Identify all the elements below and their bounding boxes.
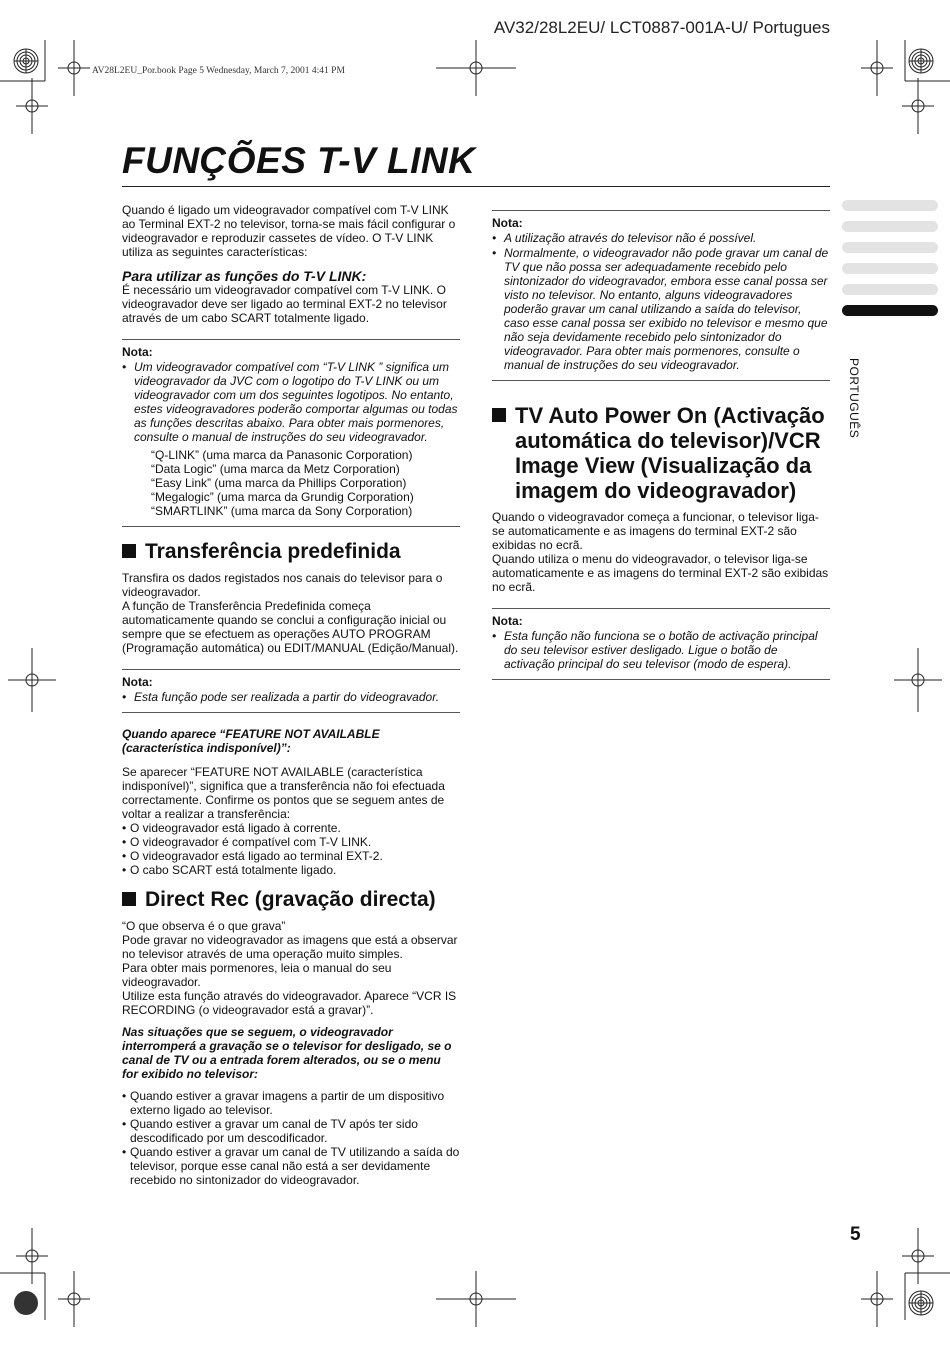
check-item: • O videogravador está ligado ao terminal EXT-2. xyxy=(122,849,383,863)
title-divider xyxy=(122,186,830,187)
section-title: Direct Rec (gravação directa) xyxy=(145,888,436,911)
check-item: • O videogravador é compatível com T-V LINK. xyxy=(122,835,372,849)
note-item: • Normalmente, o videogravador não pode gravar um canal de TV que não possa ser adequadamente recebido pelo sintonizador do videogravador, embora esse canal possa ser visto no televisor. No entanto, alguns videogravadores poderão gravar um canal utilizando a saída do televisor, caso esse canal possa ser exibido no televisor e mesmo que não seja devidamente recebido pelo sintonizador do videogravador. Para obter mais pormenores, consulte o manual de instruções do seu videogravador. xyxy=(492,246,829,372)
square-bullet-icon xyxy=(492,408,506,422)
section-heading xyxy=(122,887,460,912)
interrupt-item: • Quando estiver a gravar imagens a partir de um dispositivo externo ligado ao televisor. xyxy=(122,1089,445,1117)
brand-item: “SMARTLINK” (uma marca da Sony Corporation) xyxy=(151,504,413,518)
right-column xyxy=(492,210,830,680)
section-title: Transferência predefinida xyxy=(145,540,401,563)
intro-paragraph: Quando é ligado um videogravador compatível com T-V LINK ao Terminal EXT-2 no televisor, torna-se mais fácil configurar o videogravador e reproduzir cassetes de vídeo. O T-V LINK utiliza as seguintes características: xyxy=(122,203,456,259)
brand-item: “Easy Link” (uma marca da Phillips Corporation) xyxy=(151,476,407,490)
radial-target-icon xyxy=(909,1291,933,1315)
note-label: Nota: xyxy=(122,345,153,359)
note-box xyxy=(122,339,460,527)
paragraph: Quando o videogravador começa a funcionar, o televisor liga-se automaticamente e as imagens do terminal EXT-2 são exibidas no ecrã. xyxy=(492,510,819,552)
section-heading xyxy=(122,539,460,564)
language-tab xyxy=(842,284,938,295)
language-tab xyxy=(842,200,938,211)
note-box xyxy=(492,608,830,680)
language-tab xyxy=(842,221,938,232)
solid-target-icon xyxy=(14,1291,38,1315)
use-paragraph: É necessário um videogravador compatível com T-V LINK. O videogravador deve ser ligado ao terminal EXT-2 no televisor através de um cabo SCART totalmente ligado. xyxy=(122,283,447,325)
language-tab-active xyxy=(842,305,938,316)
interrupt-item: • Quando estiver a gravar um canal de TV utilizando a saída do televisor, porque esse canal não está a ser devidamente recebido no sintonizador do videogravador. xyxy=(122,1145,460,1187)
paragraph: Se aparecer “FEATURE NOT AVAILABLE (característica indisponível)”, significa que a transferência não foi efectuada correctamente. Confirme os pontos que se seguem antes de voltar a realizar a transferência: xyxy=(122,765,445,821)
paragraph: Pode gravar no videogravador as imagens que está a observar no televisor através de uma operação muito simples. xyxy=(122,933,458,961)
paragraph: A função de Transferência Predefinida começa automaticamente quando se conclui a configuração inicial ou sempre que se efectuem as operações AUTO PROGRAM (Programação automática) ou EDIT/MANUAL (Edição/Manual). xyxy=(122,599,459,655)
language-label: PORTUGUÊS xyxy=(847,358,861,439)
check-item: • O cabo SCART está totalmente ligado. xyxy=(122,863,337,877)
document-id: AV32/28L2EU/ LCT0887-001A-U/ Portugues xyxy=(493,18,830,37)
note-label: Nota: xyxy=(492,614,523,628)
page-number: 5 xyxy=(850,1224,861,1245)
page-title: FUNÇÕES T-V LINK xyxy=(122,140,476,181)
radial-target-icon xyxy=(14,49,38,73)
language-tabs xyxy=(842,200,938,326)
section-heading xyxy=(492,403,830,503)
brand-item: “Megalogic” (uma marca da Grundig Corporation) xyxy=(151,490,414,504)
paragraph: Utilize esta função através do videogravador. Aparece “VCR IS RECORDING (o videogravador está a gravar)”. xyxy=(122,989,457,1017)
language-tab xyxy=(842,242,938,253)
radial-target-icon xyxy=(909,49,933,73)
check-item: • O videogravador está ligado à corrente. xyxy=(122,821,341,835)
feature-heading: Quando aparece “FEATURE NOT AVAILABLE (característica indisponível)”: xyxy=(122,727,380,755)
note-item: • Esta função não funciona se o botão de activação principal do seu televisor estiver desligado. Ligue o botão de activação principal do seu televisor (modo de espera). xyxy=(492,629,818,671)
paragraph: Para obter mais pormenores, leia o manual do seu videogravador. xyxy=(122,961,392,989)
language-tab xyxy=(842,263,938,274)
paragraph: Quando utiliza o menu do videogravador, o televisor liga-se automaticamente e as imagens do terminal EXT-2 são exibidas no ecrã. xyxy=(492,552,829,594)
brand-item: “Q-LINK” (uma marca da Panasonic Corporation) xyxy=(151,448,413,462)
square-bullet-icon xyxy=(122,892,136,906)
note-label: Nota: xyxy=(492,216,523,230)
note-item: • Um videogravador compatível com “T-V LINK ” significa um videogravador da JVC com o logotipo do T-V LINK ou um videogravador com um dos seguintes logotipos. No entanto, estes videogravadores poderão comportar algumas ou todas as funções descritas abaixo. Para obter mais pormenores, consulte o manual de instruções do seu videogravador. xyxy=(122,360,460,444)
note-box xyxy=(492,210,830,381)
section-title: TV Auto Power On (Activação automática do televisor)/VCR Image View (Visualização da imagem do videogravador) xyxy=(515,403,825,503)
note-item: • Esta função pode ser realizada a partir do videogravador. xyxy=(122,690,460,704)
note-box xyxy=(122,669,460,713)
note-text: Esta função pode ser realizada a partir do videogravador. xyxy=(134,690,440,704)
square-bullet-icon xyxy=(122,544,136,558)
interrupt-item: • Quando estiver a gravar um canal de TV após ter sido descodificado por um descodificador. xyxy=(122,1117,418,1145)
use-heading: Para utilizar as funções do T-V LINK: xyxy=(122,268,367,284)
paragraph: Transfira os dados registados nos canais do televisor para o videogravador. xyxy=(122,571,443,599)
brand-item: “Data Logic” (uma marca da Metz Corporation) xyxy=(151,462,400,476)
paragraph: “O que observa é o que grava” xyxy=(122,919,286,933)
interrupt-heading: Nas situações que se seguem, o videogravador interromperá a gravação se o televisor for desligado, se o canal de TV ou a entrada forem alterados, ou se o menu for exibido no televisor: xyxy=(122,1025,452,1081)
left-column xyxy=(122,203,460,1187)
note-text: Um videogravador compatível com “T-V LINK ” significa um videogravador da JVC com o logotipo do T-V LINK ou um videogravador com um dos seguintes logotipos. No entanto, estes videogravadores poderão comportar algumas ou todas as funções descritas abaixo. Para obter mais pormenores, consulte o manual de instruções do seu videogravador. xyxy=(134,360,458,444)
brand-list xyxy=(122,448,460,518)
note-label: Nota: xyxy=(122,675,153,689)
note-item: • A utilização através do televisor não é possível. xyxy=(492,231,757,245)
book-info-line: AV28L2EU_Por.book Page 5 Wednesday, March 7, 2001 4:41 PM xyxy=(92,66,345,76)
